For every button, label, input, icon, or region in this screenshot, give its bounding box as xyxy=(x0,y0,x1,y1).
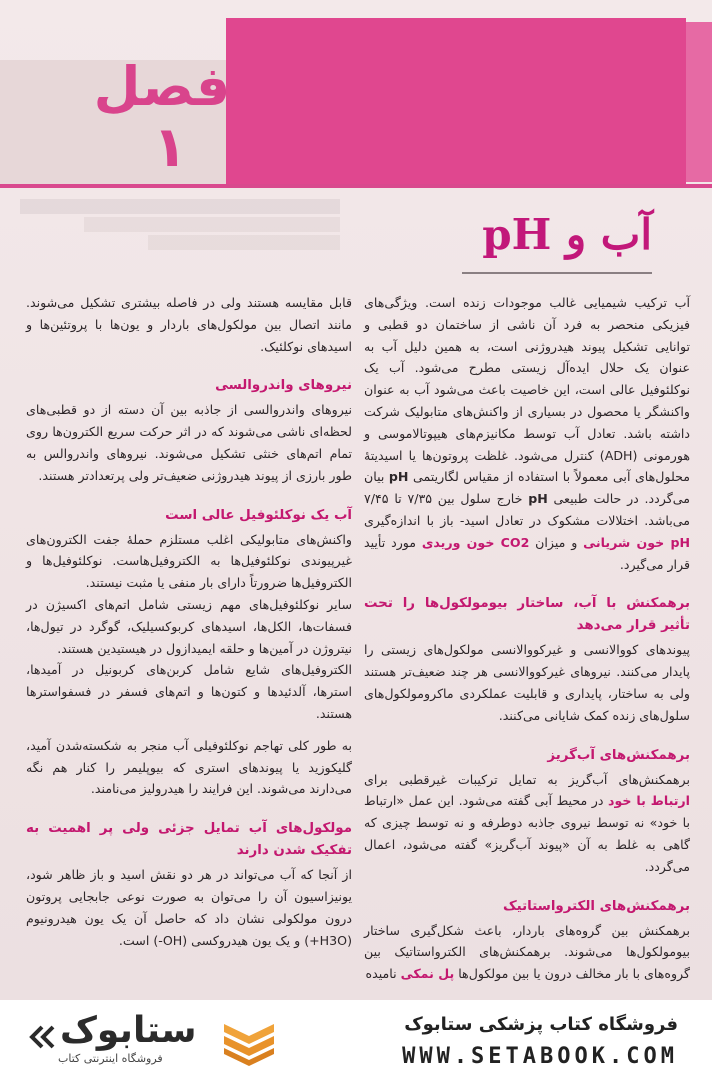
section-heading-electrostatic: برهمکنش‌های الکترواستاتیک xyxy=(502,898,690,914)
right-column xyxy=(364,292,690,985)
paragraph-ionization: از آنجا که آب می‌تواند در هر دو نقش اسید و باز ظاهر شود، یونیزاسیون آن را می‌توان به صورت نوعی جابجایی پروتون درون مولکولی نشان داد که حاصل آن یک یون هیدرونیوم (H3O+) و یک یون هیدروکسی (OH-) است. xyxy=(26,867,352,948)
chapter-title xyxy=(452,210,652,270)
header-magenta-edge xyxy=(686,22,712,182)
section-heading-van-der-waals: نیروهای واندروالسی xyxy=(215,378,352,394)
shop-url-link[interactable]: WWW.SETABOOK.COM xyxy=(402,1044,678,1069)
header-divider-line xyxy=(0,184,712,188)
paragraph-electrostatic: برهمکنش بین گروه‌های باردار، باعث شکل‌گیری ساختار بیومولکول‌ها می‌شوند. برهمکنش‌های الکترواستاتیک بین گروه‌های با بار مخالف درون یا بین مولکول‌ها پل نمکی نامیده xyxy=(364,922,690,982)
footer-banner xyxy=(0,1000,712,1080)
double-chevron-icon xyxy=(28,1024,56,1050)
paragraph-continued: قابل مقایسه هستند ولی در فاصله بیشتری تشکیل می‌شوند. مانند اتصال بین مولکول‌های باردار و یون‌ها با پروتئین‌ها و اسیدهای نوکلئیک. xyxy=(26,295,352,354)
paragraph-nucleophile-1: واکنش‌های متابولیکی اغلب مستلزم حملهٔ جفت الکترون‌های غیرپیوندی نوکلئوفیل‌ها به الکتروفیل‌هاست. نوکلئوفیل‌ها و الکتروفیل‌ها ضرورتاً دارای بار منفی یا مثبت نیستند. xyxy=(26,531,352,591)
section-heading-dissociation: مولکول‌های آب تمایل جزئی ولی پر اهمیت به تفکیک شدن دارند xyxy=(26,821,352,859)
paragraph-van-der-waals: نیروهای واندروالسی از جاذبه بین آن دسته از دو قطبی‌های لحظه‌ای ناشی می‌شوند که در اثر حرکت سریع الکترون‌ها روی تمام اتم‌های خنثی تشکیل می‌شوند. نیروهای واندروالس به طور بارزی از پیوند هیدروژنی ضعیف‌تر ولی پرتعدادتر هستند. xyxy=(26,402,352,483)
chapter-number: ۱ xyxy=(152,115,188,180)
setabook-logo[interactable] xyxy=(20,1012,280,1072)
paragraph-hydrophobic: برهمکنش‌های آب‌گریز به تمایل ترکیبات غیرقطبی برای ارتباط با خود در محیط آبی گفته می‌شود. این عمل «ارتباط با خود» نه توسط نیروی جاذبه دوطرفه و نه توسط چیزی که گاهی به غلط به آن «پیوند آب‌گریز» گفته می‌شود، اعمال می‌گردد. xyxy=(364,771,691,874)
section-heading-nucleophile: آب یک نوکلئوفیل عالی است xyxy=(165,507,352,523)
highlight-self-association: ارتباط با خود xyxy=(608,793,691,809)
highlight-salt-bridge: پل نمکی xyxy=(400,966,455,982)
paragraph-hydrolysis: به طور کلی تهاجم نوکلئوفیلی آب منجر به شکسته‌شدن آمید، گلیکوزید یا پیوندهای استری که بیوپلیمر را کنار هم نگه می‌دارند می‌شوند. این فرایند را هیدرولیز می‌نامند. xyxy=(26,737,352,797)
paragraph-nucleophile-2: سایر نوکلئوفیل‌های مهم زیستی شامل اتم‌های اکسیژن در فسفات‌ها، الکل‌ها، اسیدهای کربوکسیلیک، گوگرد در تیول‌ها، نیتروژن در آمین‌ها و حلقه ایمیدازول در هیستیدین هستند. xyxy=(26,596,352,656)
header-magenta-block xyxy=(226,18,686,186)
section-heading-hydrophobic: برهمکنش‌های آب‌گریز xyxy=(547,747,690,763)
highlight-venous-co2: CO2 خون وریدی xyxy=(421,534,530,550)
title-underline xyxy=(462,272,652,274)
paragraph-electrophiles: الکتروفیل‌های شایع شامل کربن‌های کربونیل در آمیدها، استرها، آلدئیدها و کتون‌ها و اتم‌های فسفر در فسفواسترها هستند. xyxy=(26,662,352,721)
chapter-title-text: آب و pH xyxy=(482,210,652,259)
bleed-through-text xyxy=(20,196,340,266)
paragraph-covalent: پیوندهای کووالانسی و غیرکووالانسی مولکول‌های زیستی را پایدار می‌کنند. نیروهای غیرکووالانسی هر چند ضعیف‌تر هستند ولی به ساختار، پایداری و قابلیت عملکردی ماکرومولکول‌های سلول‌های زنده کمک شایانی می‌کنند. xyxy=(364,642,690,723)
section-heading-water-interaction: برهمکنش با آب، ساختار بیومولکول‌ها را تحت تأثیر قرار می‌دهد xyxy=(364,596,690,634)
chapter-label: فصل xyxy=(93,55,231,118)
left-column xyxy=(26,292,352,951)
book-emblem-icon xyxy=(220,1018,278,1066)
intro-paragraph: آب ترکیب شیمیایی غالب موجودات زنده است. ویژگی‌های فیزیکی منحصر به فرد آن ناشی از ساختمان دو قطبی و توانایی تشکیل پیوند هیدروژنی است، به همین دلیل آب به عنوان یک حلال ایده‌آل زیستی مطرح می‌شود. آب یک نوکلئوفیل عالی است، این خاصیت باعث می‌شود آب به عنوان واکنشگر یا محصول در بسیاری از واکنش‌های متابولیک شرکت داشته باشد. تعادل آب توسط مکانیزم‌های هیپوتالاموسی و هورمونی (ADH) کنترل می‌شود. غلظت پروتون‌ها یا اسیدیتهٔ محلول‌های آبی معمولاً با استفاده از مقیاس لگاریتمی pH بیان می‌گردد. در حالت طبیعی pH خارج سلول بین ۷/۳۵ تا ۷/۴۵ می‌باشد. اختلالات مشکوک در تعادل اسید- باز با اندازه‌گیری pH خون شریانی و میزان CO2 خون وریدی مورد تأیید قرار می‌گیرد. xyxy=(364,295,690,572)
shop-name: فروشگاه کتاب پزشکی ستابوک xyxy=(404,1014,678,1035)
logo-wordmark: ستابوک xyxy=(60,1010,197,1051)
highlight-arterial-ph: pH خون شریانی xyxy=(583,534,690,550)
logo-subtitle: فروشگاه اینترنتی کتاب xyxy=(58,1052,163,1065)
